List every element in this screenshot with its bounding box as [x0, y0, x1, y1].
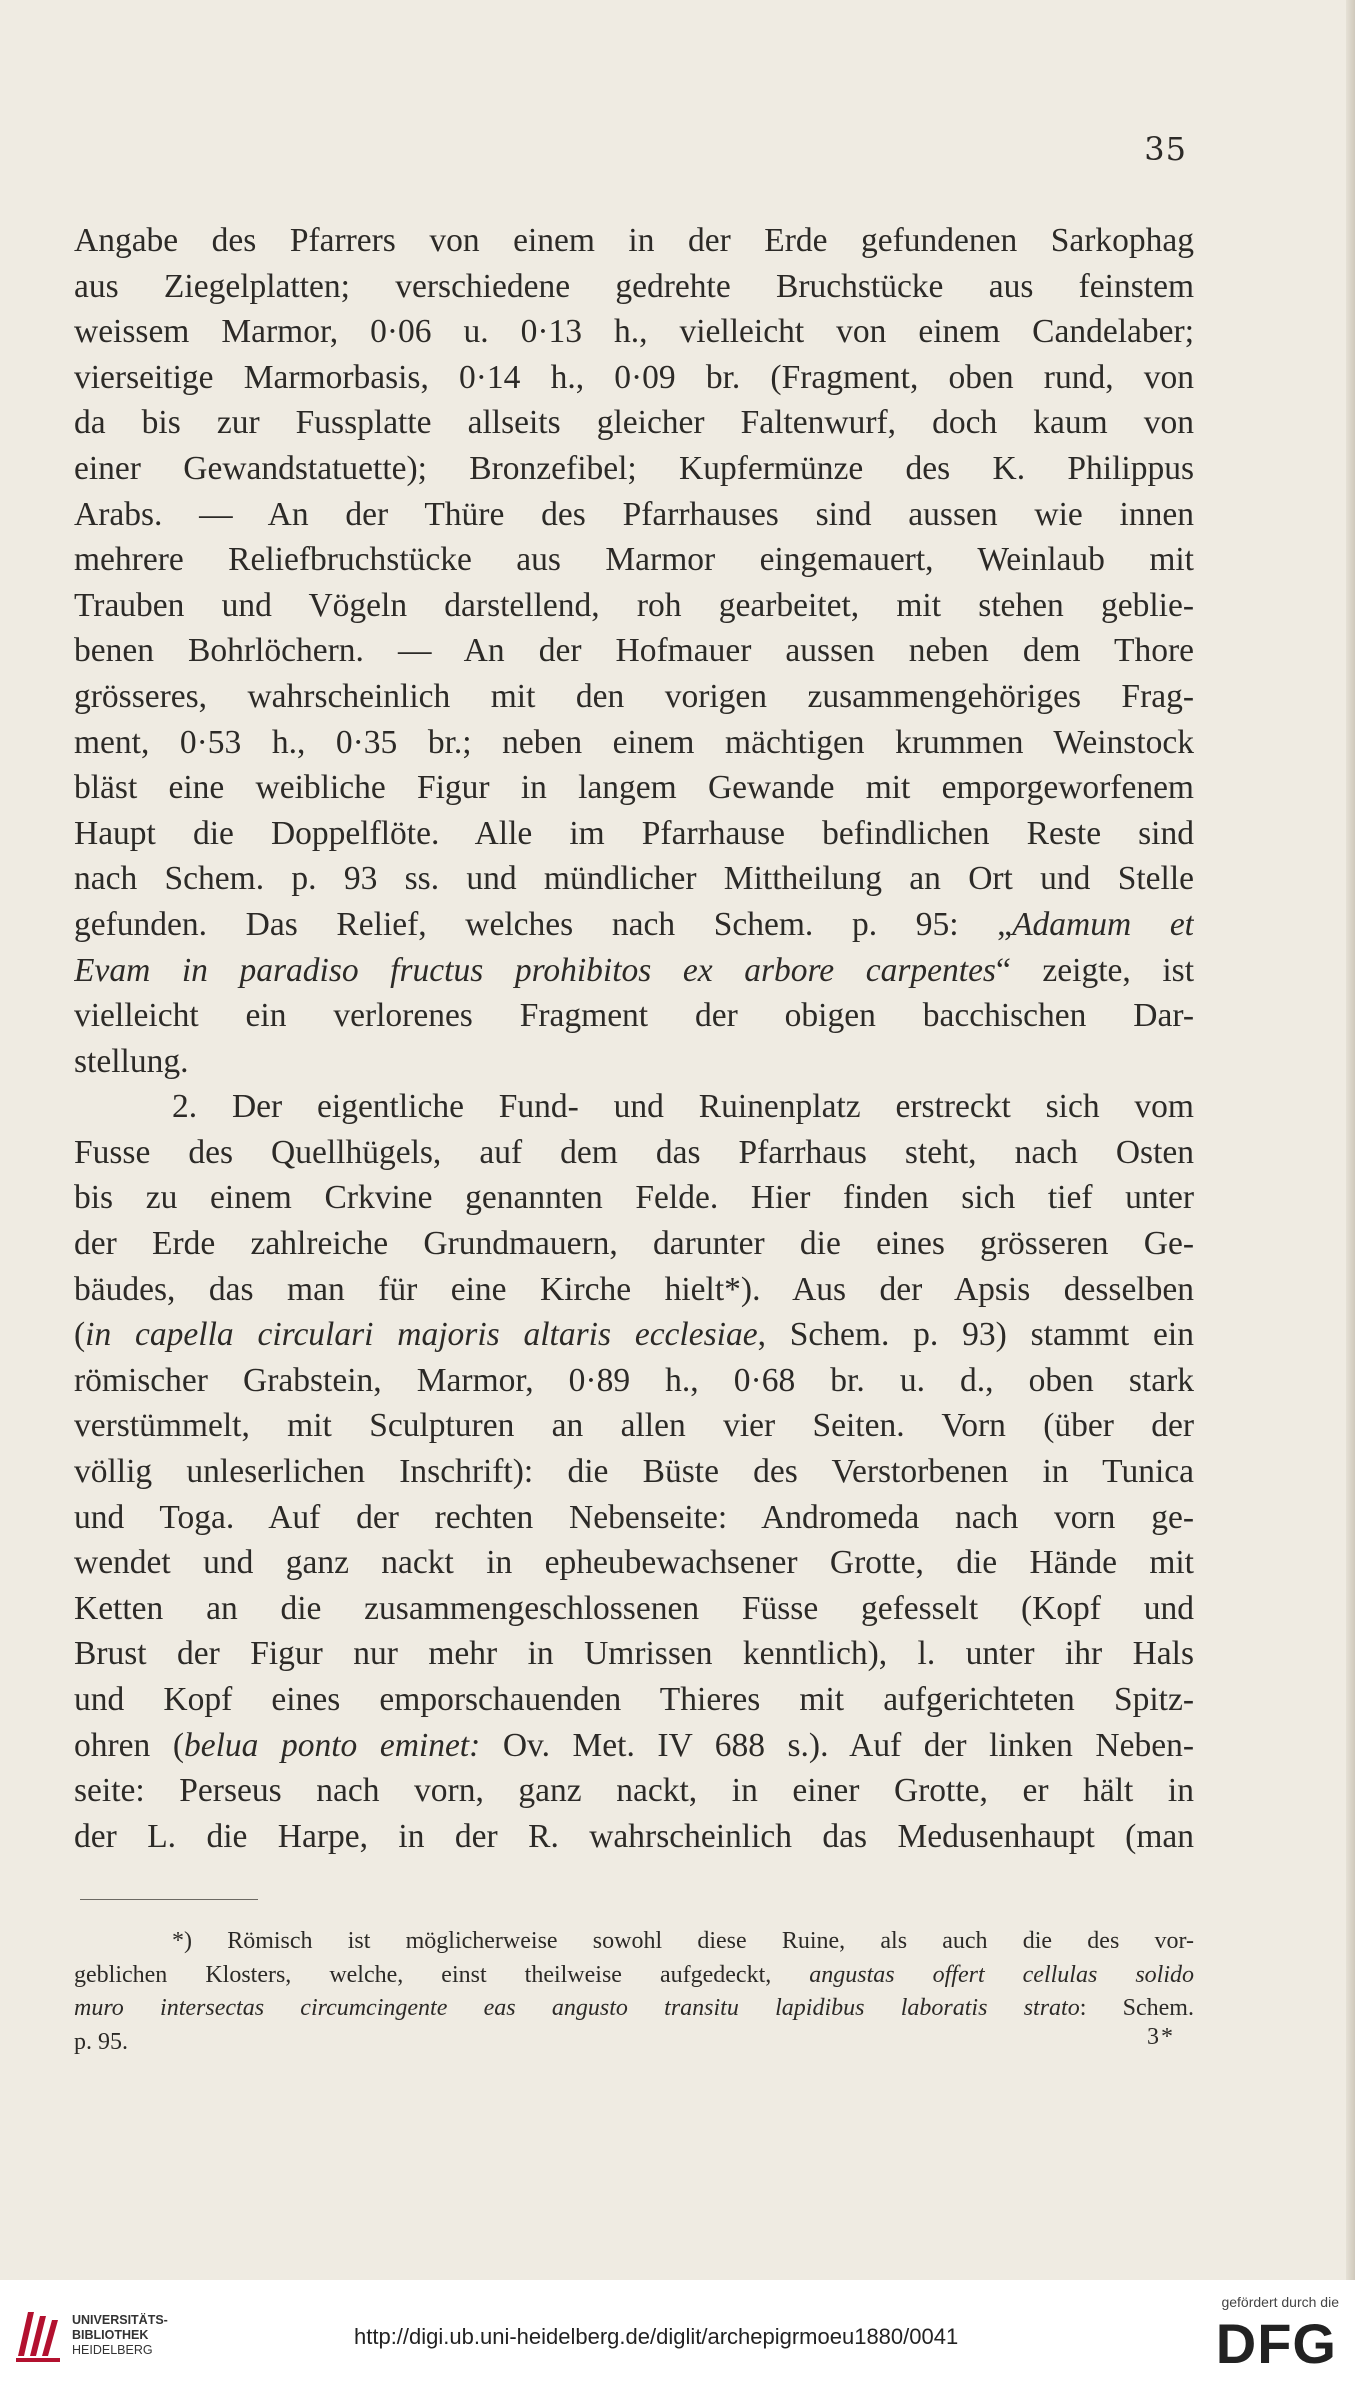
body-line: [74, 1312, 1194, 1358]
body-italic-text: in capella circulari majoris altaris ecclesiae: [85, 1316, 758, 1354]
body-line: [74, 537, 1194, 583]
footnote-line: [74, 2026, 1194, 2060]
body-line: [74, 1586, 1194, 1632]
body-text: bis zu einem Crkvine genannten Felde. Hier finden sich tief unter: [74, 1179, 1194, 1217]
main-text-block: [74, 218, 1194, 1859]
body-line: [74, 1084, 1194, 1130]
body-line: [74, 355, 1194, 401]
page-number: 35: [1144, 130, 1187, 168]
footnote-text: p. 95.: [74, 2028, 128, 2055]
body-italic-text: Adamum et: [1012, 905, 1194, 943]
body-line: [74, 902, 1194, 948]
body-text: ment, 0·53 h., 0·35 br.; neben einem mächtigen krummen Weinstock: [74, 723, 1194, 761]
body-line: [74, 1814, 1194, 1860]
body-text: , Schem. p. 93) stammt ein: [757, 1316, 1194, 1354]
body-text: der Erde zahlreiche Grundmauern, darunter die eines grösseren Ge-: [74, 1225, 1194, 1263]
body-text: mehrere Reliefbruchstücke aus Marmor eingemauert, Weinlaub mit: [74, 541, 1194, 579]
footnote-block: [74, 1925, 1194, 2059]
body-line: [74, 1267, 1194, 1313]
body-line: [74, 400, 1194, 446]
body-text: Brust der Figur nur mehr in Umrissen kenntlich), l. unter ihr Hals: [74, 1635, 1194, 1673]
footnote-text: geblichen Klosters, welche, einst theilweise aufgedeckt,: [74, 1961, 810, 1988]
permalink-url[interactable]: http://digi.ub.uni-heidelberg.de/diglit/archepigrmoeu1880/0041: [354, 2324, 959, 2349]
body-text: Fusse des Quellhügels, auf dem das Pfarrhaus steht, nach Osten: [74, 1133, 1194, 1171]
body-text: Haupt die Doppelflöte. Alle im Pfarrhause befindlichen Reste sind: [74, 814, 1194, 852]
body-line: [74, 446, 1194, 492]
printer-signature: 3*: [1147, 2024, 1175, 2050]
body-text: bäudes, das man für eine Kirche hielt*). Aus der Apsis desselben: [74, 1270, 1194, 1308]
body-text: da bis zur Fussplatte allseits gleicher Faltenwurf, doch kaum von: [74, 404, 1194, 442]
body-line: [74, 856, 1194, 902]
footnote-italic-text: angustas offert cellulas solido: [809, 1961, 1194, 1988]
body-text: und Toga. Auf der rechten Nebenseite: Andromeda nach vorn ge-: [74, 1498, 1194, 1536]
body-line: [74, 1358, 1194, 1404]
body-text: der L. die Harpe, in der R. wahrscheinlich das Medusenhaupt (man: [74, 1817, 1194, 1855]
body-line: [74, 1768, 1194, 1814]
body-line: [74, 811, 1194, 857]
body-text: Trauben und Vögeln darstellend, roh gearbeitet, mit stehen geblie-: [74, 586, 1194, 624]
body-italic-text: belua ponto eminet:: [183, 1726, 481, 1764]
body-line: [74, 1221, 1194, 1267]
sponsor-caption: gefördert durch die: [1221, 2294, 1339, 2310]
body-line: [74, 1723, 1194, 1769]
body-text: vierseitige Marmorbasis, 0·14 h., 0·09 br. (Fragment, oben rund, von: [74, 358, 1194, 396]
body-text: Angabe des Pfarrers von einem in der Erde gefundenen Sarkophag: [74, 222, 1194, 259]
footnote-line: [74, 1925, 1194, 1959]
body-line: [74, 1631, 1194, 1677]
footnote-text: : Schem.: [1079, 1995, 1194, 2021]
body-line: [74, 628, 1194, 674]
body-text: “ zeigte, ist: [995, 951, 1194, 989]
body-text: römischer Grabstein, Marmor, 0·89 h., 0·68 br. u. d., oben stark: [74, 1361, 1194, 1399]
footnote-divider: [80, 1899, 258, 1900]
library-name-line-1: UNIVERSITÄTS-: [72, 2313, 168, 2327]
body-text: stellung.: [74, 1042, 189, 1080]
body-line: [74, 264, 1194, 310]
body-text: verstümmelt, mit Sculpturen an allen vier Seiten. Vorn (über der: [74, 1407, 1194, 1445]
body-line: [74, 674, 1194, 720]
university-library-logo-icon: [14, 2306, 62, 2364]
body-text: völlig unleserlichen Inschrift): die Büste des Verstorbenen in Tunica: [74, 1453, 1194, 1491]
body-line: [74, 583, 1194, 629]
body-line: [74, 1130, 1194, 1176]
footnote-line: [74, 1959, 1194, 1993]
footnote-line: [74, 1992, 1194, 2026]
library-name-line-2: BIBLIOTHEK: [72, 2328, 149, 2342]
body-text: und Kopf eines emporschauenden Thieres mit aufgerichteten Spitz-: [74, 1681, 1194, 1718]
body-text: grösseres, wahrscheinlich mit den vorigen zusammengehöriges Frag-: [74, 677, 1194, 715]
body-text: aus Ziegelplatten; verschiedene gedrehte Bruchstücke aus feinstem: [74, 267, 1194, 305]
body-text: seite: Perseus nach vorn, ganz nackt, in einer Grotte, er hält in: [74, 1772, 1194, 1810]
body-line: [74, 765, 1194, 811]
body-line: [74, 1039, 1194, 1085]
body-text: gefunden. Das Relief, welches nach Schem. p. 95: „: [74, 905, 1013, 943]
body-line: [74, 1540, 1194, 1586]
body-line: [74, 720, 1194, 766]
body-text: bläst eine weibliche Figur in langem Gewande mit emporgeworfenem: [74, 769, 1194, 807]
body-text: einer Gewandstatuette); Bronzefibel; Kupfermünze des K. Philippus: [74, 449, 1194, 487]
body-text: nach Schem. p. 93 ss. und mündlicher Mittheilung an Ort und Stelle: [74, 860, 1194, 898]
body-line: [74, 1495, 1194, 1541]
body-text: Ketten an die zusammengeschlossenen Füsse gefesselt (Kopf und: [74, 1589, 1194, 1627]
body-text: vielleicht ein verlorenes Fragment der obigen bacchischen Dar-: [74, 997, 1194, 1035]
library-name-line-3: HEIDELBERG: [72, 2343, 153, 2357]
body-text: weissem Marmor, 0·06 u. 0·13 h., vielleicht von einem Candelaber;: [74, 313, 1194, 351]
body-line: [74, 1403, 1194, 1449]
body-line: [74, 1449, 1194, 1495]
body-text: (: [74, 1316, 86, 1354]
library-name: [72, 2313, 168, 2358]
body-line: [74, 948, 1194, 994]
body-line: [74, 1677, 1194, 1723]
body-text: 2. Der eigentliche Fund- und Ruinenplatz erstreckt sich vom: [172, 1088, 1194, 1126]
viewer-footer: [0, 2280, 1355, 2385]
body-text: ohren (: [74, 1726, 184, 1764]
footnote-italic-text: muro intersectas circumcingente eas angusto transitu lapidibus laboratis strato: [74, 1995, 1080, 2021]
footnote-text: *) Römisch ist möglicherweise sowohl diese Ruine, als auch die des vor-: [172, 1928, 1194, 1954]
body-line: [74, 1175, 1194, 1221]
page-edge-shadow: [1346, 0, 1355, 2280]
body-text: Ov. Met. IV 688 s.). Auf der linken Neben-: [480, 1726, 1194, 1764]
dfg-logo: DFG: [1215, 2312, 1337, 2375]
body-line: [74, 309, 1194, 355]
body-italic-text: Evam in paradiso fructus prohibitos ex arbore carpentes: [74, 951, 996, 989]
body-text: wendet und ganz nackt in epheubewachsener Grotte, die Hände mit: [74, 1544, 1194, 1582]
body-line: [74, 492, 1194, 538]
body-line: [74, 218, 1194, 264]
body-text: Arabs. — An der Thüre des Pfarrhauses sind aussen wie innen: [74, 495, 1194, 533]
body-text: benen Bohrlöchern. — An der Hofmauer aussen neben dem Thore: [74, 632, 1194, 670]
body-line: [74, 993, 1194, 1039]
